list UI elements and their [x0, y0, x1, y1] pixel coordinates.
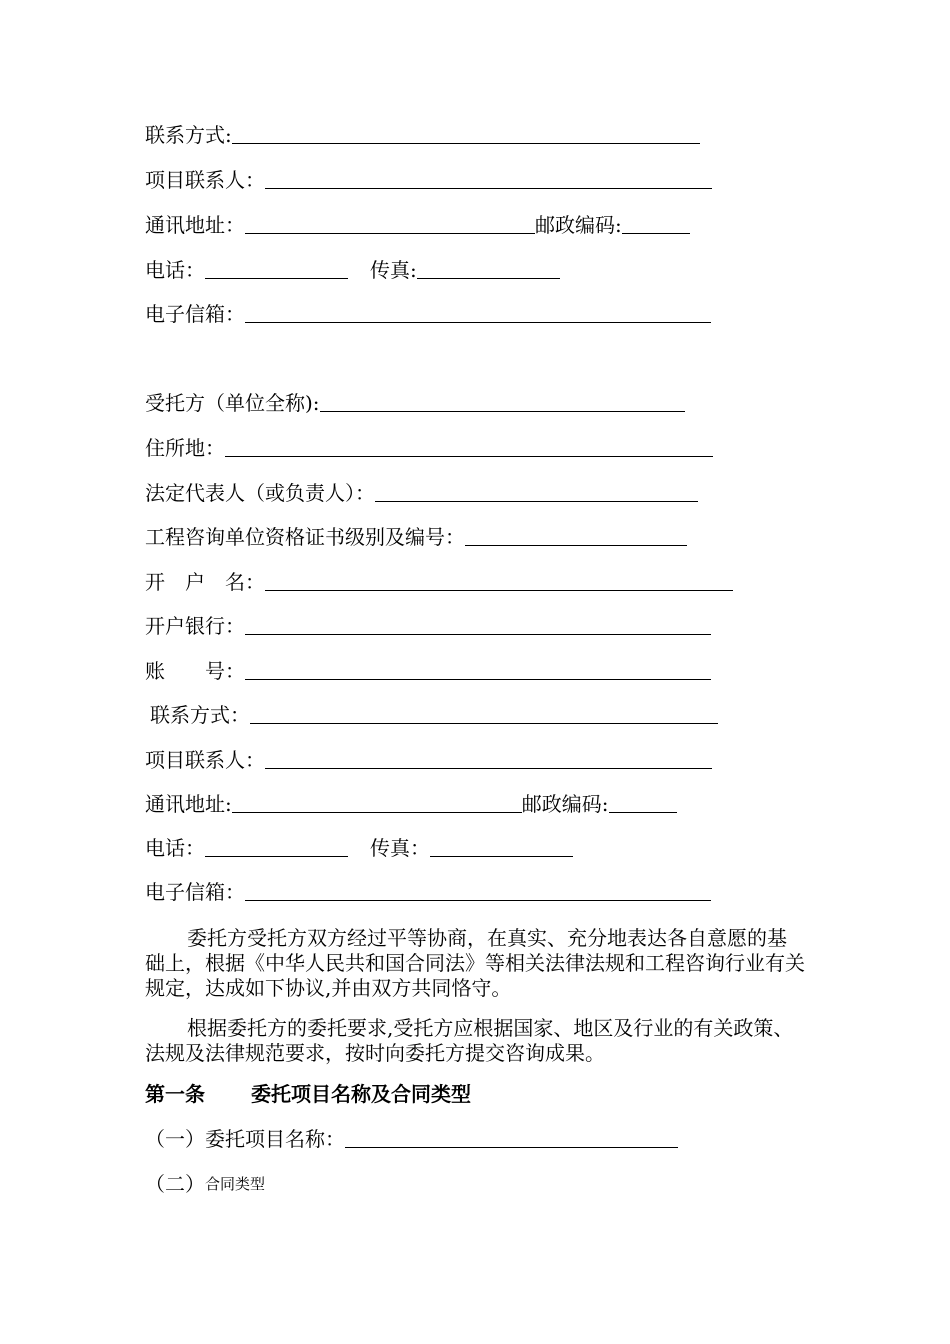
contractor-fax-field[interactable]: [430, 838, 573, 857]
contractor-account-no-field[interactable]: [245, 661, 711, 680]
agreement-paragraph: 委托方受托方双方经过平等协商，在真实、充分地表达各自意愿的基础上，根据《中华人民共和国合同法》等相关法律法规和工程咨询行业有关规定，达成如下协议,并由双方共同恪守。: [145, 926, 805, 1000]
requirements-paragraph: 根据委托方的委托要求,受托方应根据国家、地区及行业的有关政策、法规及法律规范要求，按时向委托方提交咨询成果。: [145, 1016, 794, 1065]
article-1-title: 委托项目名称及合同类型: [251, 1082, 471, 1106]
client-phone-label: 电话：: [145, 258, 205, 282]
contractor-contact-method-row: [150, 703, 718, 727]
contractor-address-row: [145, 792, 677, 816]
client-contact-method-label: 联系方式:: [145, 123, 232, 147]
contractor-residence-field[interactable]: [225, 438, 713, 457]
contractor-postcode-label: 邮政编码:: [521, 792, 609, 816]
contractor-address-label: 通讯地址:: [145, 792, 232, 816]
client-contact-method-row: [145, 123, 700, 147]
contract-type-row: [145, 1172, 265, 1196]
contractor-fax-label: 传真：: [370, 836, 430, 860]
client-postcode-label: 邮政编码:: [535, 213, 622, 237]
contractor-project-contact-row: [145, 748, 712, 772]
contractor-name-label: 受托方（单位全称):: [145, 391, 320, 415]
project-name-row: [145, 1127, 678, 1151]
client-postcode-field[interactable]: [622, 215, 690, 234]
client-address-row: [145, 213, 690, 237]
client-fax-label: 传真:: [370, 258, 417, 282]
client-contact-method-field[interactable]: [232, 125, 700, 144]
contractor-bank-field[interactable]: [245, 616, 711, 635]
project-name-label: （一）委托项目名称：: [145, 1127, 345, 1151]
contractor-bank-row: [145, 614, 711, 638]
article-1-number: 第一条: [145, 1082, 205, 1106]
contractor-postcode-field[interactable]: [609, 794, 677, 813]
contractor-contact-method-label: 联系方式：: [150, 703, 250, 727]
client-address-field[interactable]: [245, 215, 535, 234]
contractor-account-name-field[interactable]: [265, 572, 733, 591]
contractor-address-field[interactable]: [232, 794, 522, 813]
article-1-heading: [145, 1082, 471, 1106]
contractor-name-row: [145, 391, 685, 415]
contractor-phone-field[interactable]: [205, 838, 348, 857]
contractor-account-no-label: 账 号：: [145, 659, 245, 683]
client-project-contact-label: 项目联系人：: [145, 168, 265, 192]
contractor-phone-label: 电话：: [145, 836, 205, 860]
contractor-project-contact-label: 项目联系人：: [145, 748, 265, 772]
contractor-legal-rep-field[interactable]: [375, 483, 698, 502]
contractor-legal-rep-row: [145, 481, 698, 505]
contractor-residence-label: 住所地：: [145, 436, 225, 460]
contractor-contact-method-field[interactable]: [250, 705, 718, 724]
contractor-account-name-label: 开 户 名：: [145, 570, 265, 594]
contractor-email-label: 电子信箱：: [145, 880, 245, 904]
project-name-field[interactable]: [345, 1129, 678, 1148]
contractor-email-field[interactable]: [245, 882, 711, 901]
contractor-name-field[interactable]: [320, 393, 685, 412]
client-project-contact-row: [145, 168, 712, 192]
contractor-email-row: [145, 880, 711, 904]
client-address-label: 通讯地址：: [145, 213, 245, 237]
contract-type-number: （二）: [145, 1172, 205, 1196]
contractor-account-no-row: [145, 659, 711, 683]
contractor-project-contact-field[interactable]: [265, 750, 712, 769]
contractor-phone-fax-row: [145, 836, 573, 860]
client-project-contact-field[interactable]: [265, 170, 712, 189]
contractor-cert-field[interactable]: [465, 527, 687, 546]
contractor-bank-label: 开户银行：: [145, 614, 245, 638]
contractor-cert-label: 工程咨询单位资格证书级别及编号：: [145, 525, 465, 549]
contract-type-label: 合同类型: [205, 1175, 266, 1193]
contractor-account-name-row: [145, 570, 733, 594]
contractor-cert-row: [145, 525, 687, 549]
client-phone-fax-row: [145, 258, 560, 282]
client-fax-field[interactable]: [417, 260, 560, 279]
client-email-row: [145, 302, 711, 326]
client-email-field[interactable]: [245, 304, 711, 323]
contractor-residence-row: [145, 436, 713, 460]
contractor-legal-rep-label: 法定代表人（或负责人）：: [145, 481, 375, 505]
client-email-label: 电子信箱：: [145, 302, 245, 326]
client-phone-field[interactable]: [205, 260, 348, 279]
